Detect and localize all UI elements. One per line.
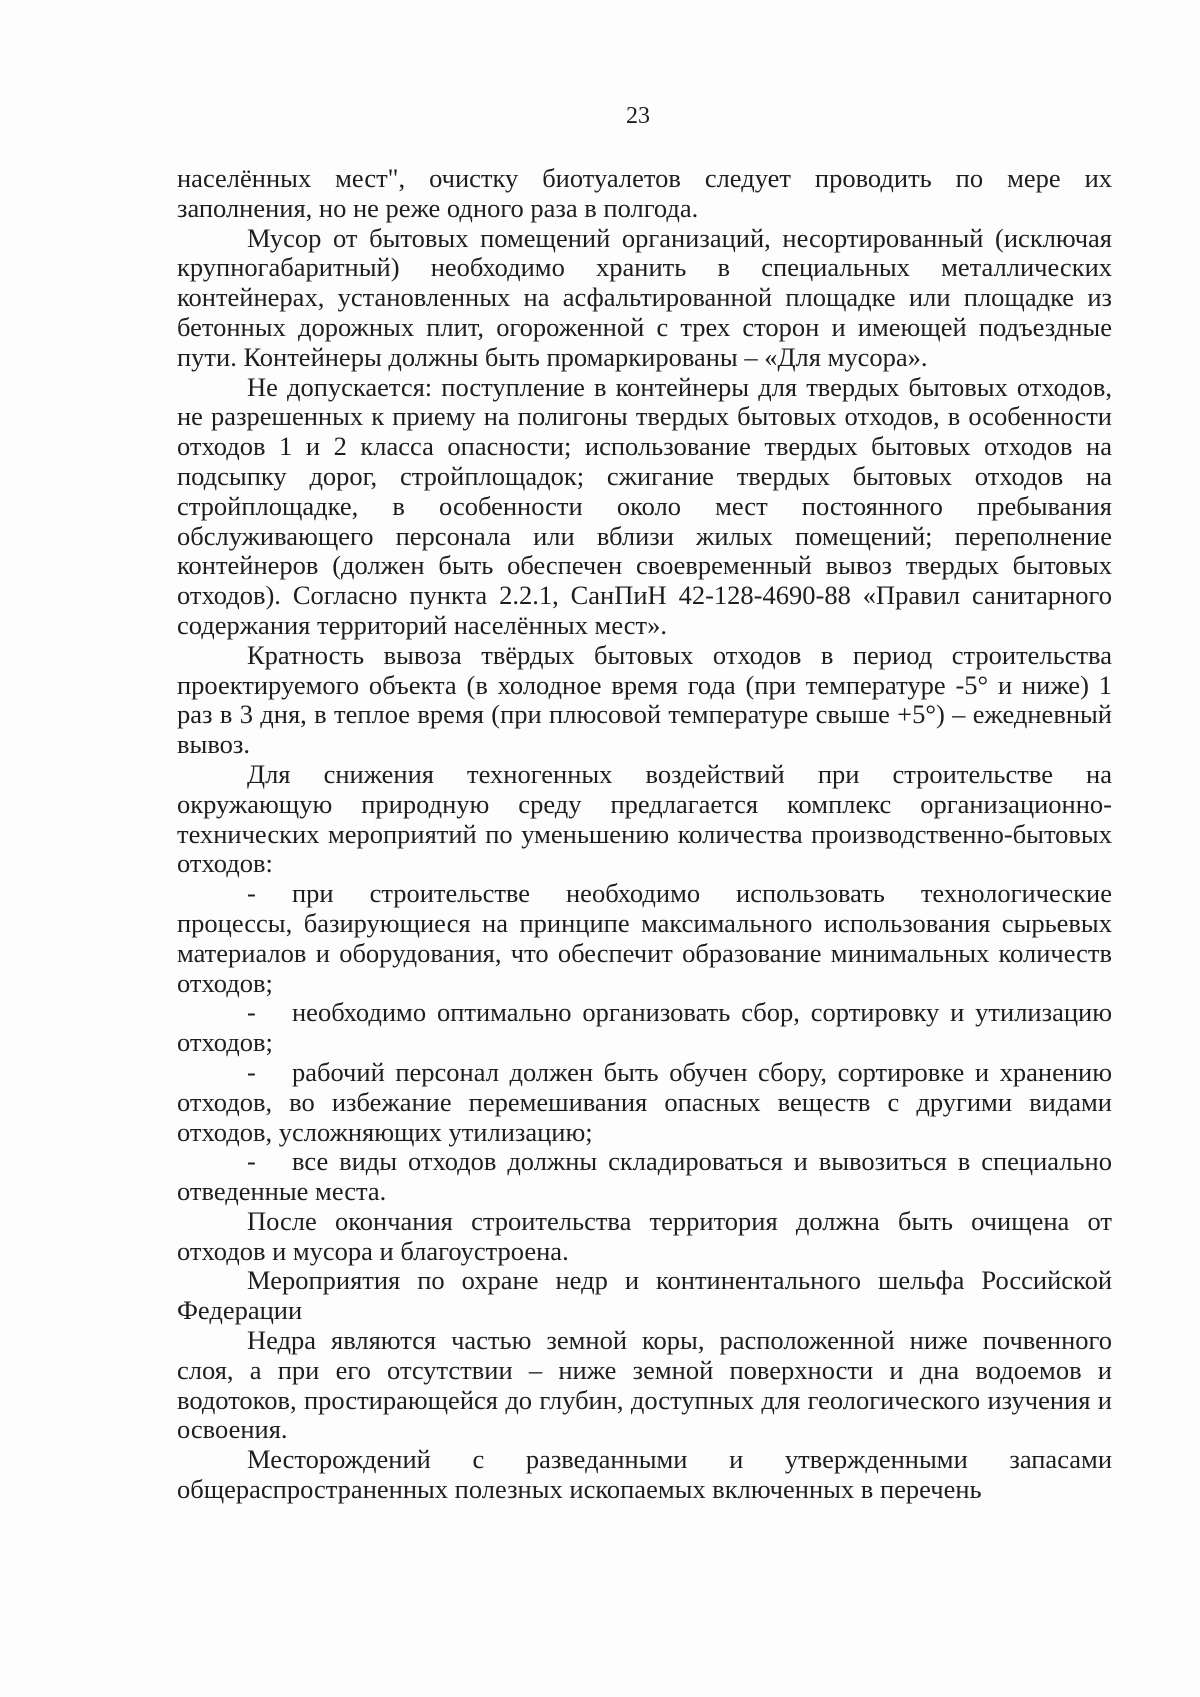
list-item-text: все виды отходов должны складироваться и вывозиться в специально отведенные места. (177, 1146, 1112, 1207)
document-body (177, 164, 1112, 1505)
list-dash: - (247, 1056, 256, 1087)
paragraph-deposits: Месторождений с разведанными и утвержденными запасами общераспространенных полезных ископаемых включенных в перечень (177, 1444, 1112, 1505)
list-item-staff-training (177, 1058, 1112, 1147)
list-dash: - (247, 878, 256, 909)
paragraph-waste-containers: Мусор от бытовых помещений организаций, несортированный (исключая крупногабаритный) необходимо хранить в специальных металлических контейнерах, установленных на асфальтированной площадке или площадке из бетонных дорожных плит, огороженной с трех сторон и имеющей подъездные пути. Контейнеры должны быть промаркированы – «Для мусора». (177, 222, 1112, 372)
paragraph-subsoil-definition: Недра являются частью земной коры, расположенной ниже почвенного слоя, а при его отсутствии – ниже земной поверхности и дна водоемов и водотоков, простирающейся до глубин, доступных для геологического изучения и освоения. (177, 1325, 1112, 1445)
list-item-organize-collection (177, 998, 1112, 1058)
paragraph-removal-frequency: Кратность вывоза твёрдых бытовых отходов в период строительства проектируемого объекта (в холодное время года (при температуре -5° и ниже) 1 раз в 3 дня, в теплое время (при плюсовой температуре свыше +5°) – ежедневный вывоз. (177, 639, 1112, 760)
section-heading-subsoil-protection: Мероприятия по охране недр и континентального шельфа Российской Федерации (177, 1265, 1112, 1326)
list-dash: - (247, 1146, 256, 1177)
list-item-designated-places (177, 1147, 1112, 1207)
list-item-text: при строительстве необходимо использовать технологические процессы, базирующиеся на принципе максимального использования сырьевых материалов и оборудования, что обеспечит образование минимальных количеств отходов; (177, 878, 1112, 998)
list-item-technological-processes (177, 879, 1112, 998)
paragraph-prohibitions: Не допускается: поступление в контейнеры для твердых бытовых отходов, не разрешенных к приему на полигоны твердых бытовых отходов, в особенности отходов 1 и 2 класса опасности; использование твердых бытовых отходов на подсыпку дорог, стройплощадок; сжигание твердых бытовых отходов на стройплощадке, в особенности около мест постоянного пребывания обслуживающего персонала или вблизи жилых помещений; переполнение контейнеров (должен быть обеспечен своевременный вывоз твердых бытовых отходов). Согласно пункта 2.2.1, СанПиН 42-128-4690-88 «Правил санитарного содержания территорий населённых мест». (177, 371, 1112, 640)
paragraph-site-cleanup: После окончания строительства территория должна быть очищена от отходов и мусора и благоустроена. (177, 1205, 1112, 1266)
paragraph-waste-biotoilets: населённых мест", очистку биотуалетов следует проводить по мере их заполнения, но не реже одного раза в полгода. (177, 163, 1112, 223)
list-dash: - (247, 997, 256, 1028)
list-item-text: рабочий персонал должен быть обучен сбору, сортировке и хранению отходов, во избежание перемешивания опасных веществ с другими видами отходов, усложняющих утилизацию; (177, 1056, 1112, 1147)
page-number: 23 (626, 103, 650, 129)
paragraph-measures-intro: Для снижения техногенных воздействий при строительстве на окружающую природную среду предлагается комплекс организационно-технических мероприятий по уменьшению количества производственно-бытовых отходов: (177, 758, 1112, 879)
list-item-text: необходимо оптимально организовать сбор, сортировку и утилизацию отходов; (177, 997, 1112, 1058)
